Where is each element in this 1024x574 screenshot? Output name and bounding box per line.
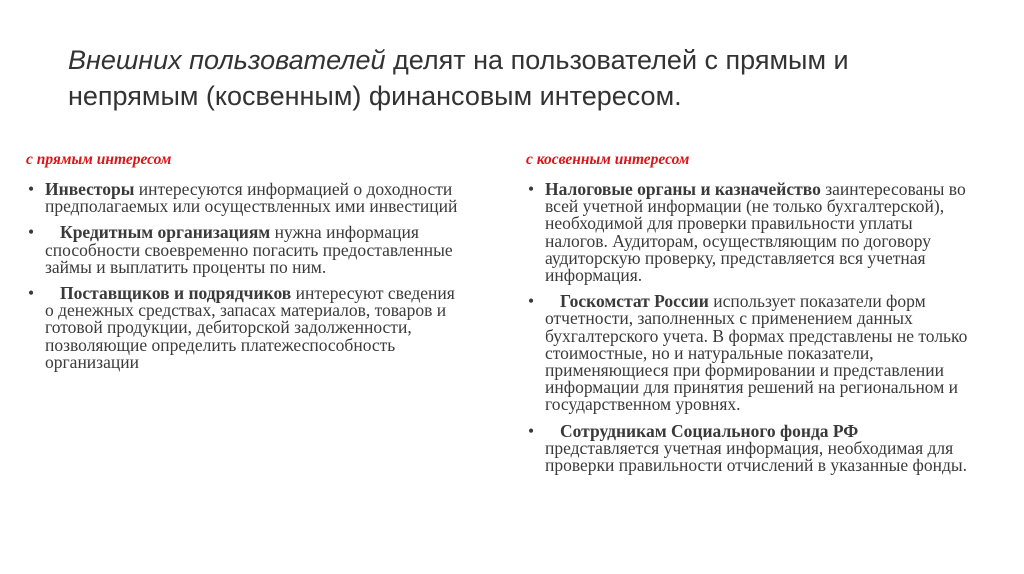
bullet-icon: • [28,222,35,243]
bullet-icon: • [28,283,35,304]
bullet-icon: • [528,291,535,312]
right-list [526,181,976,474]
item-term: Госкомстат России [560,291,709,312]
list-item [526,420,976,476]
left-list [26,181,466,371]
item-term: Поставщиков и подрядчиков [60,283,292,304]
item-text: нужна информация способности своевременно погасить предоставленные займы и выплатить проценты по ним. [45,222,453,277]
item-term: Сотрудникам Социального фонда РФ [560,420,859,441]
left-column [26,150,466,380]
list-item [26,181,466,215]
item-term: Налоговые органы и казначейство [545,179,821,199]
right-column-heading: с косвенным интересом [526,151,690,168]
item-term: Инвесторы [45,179,135,199]
right-column [526,150,976,483]
item-term: Кредитным организациям [60,222,271,243]
list-item [26,224,466,276]
item-text: заинтересованы во всей учетной информации (не только бухгалтерской), необходимой для проверки правильности уплаты налогов. Аудиторам, осуществляющим по договору аудиторскую проверку, представляется вся учетная информация. [545,179,966,286]
list-item [526,293,976,413]
item-text: представляется учетная информация, необходимая для проверки правильности отчислений в указанные фонды. [545,437,967,476]
left-column-heading: с прямым интересом [26,151,172,168]
list-item [526,181,976,284]
slide-title [68,42,968,114]
bullet-icon: • [28,179,35,199]
item-text: интересуют сведения о денежных средствах, запасах материалов, товаров и готовой продукции, дебиторской задолженности, позволяющие определить платежеспособность организации [45,283,455,372]
title-rest: делят на пользователей с прямым и непрямым (косвенным) финансовым интересом. [68,45,849,111]
item-text: интересуются информацией о доходности предполагаемых или осуществленных ими инвестиций [45,179,458,217]
bullet-icon: • [528,179,535,199]
item-text: использует показатели форм отчетности, заполненных с применением данных бухгалтерского учета. В формах представлены не только стоимостные, но и натуральные показатели, применяющиеся при формировании и представлении информации для принятия решений на региональном и государственном уровнях. [545,291,968,415]
title-lead: Внешних пользователей [68,45,386,75]
list-item [26,285,466,371]
bullet-icon: • [528,420,535,441]
